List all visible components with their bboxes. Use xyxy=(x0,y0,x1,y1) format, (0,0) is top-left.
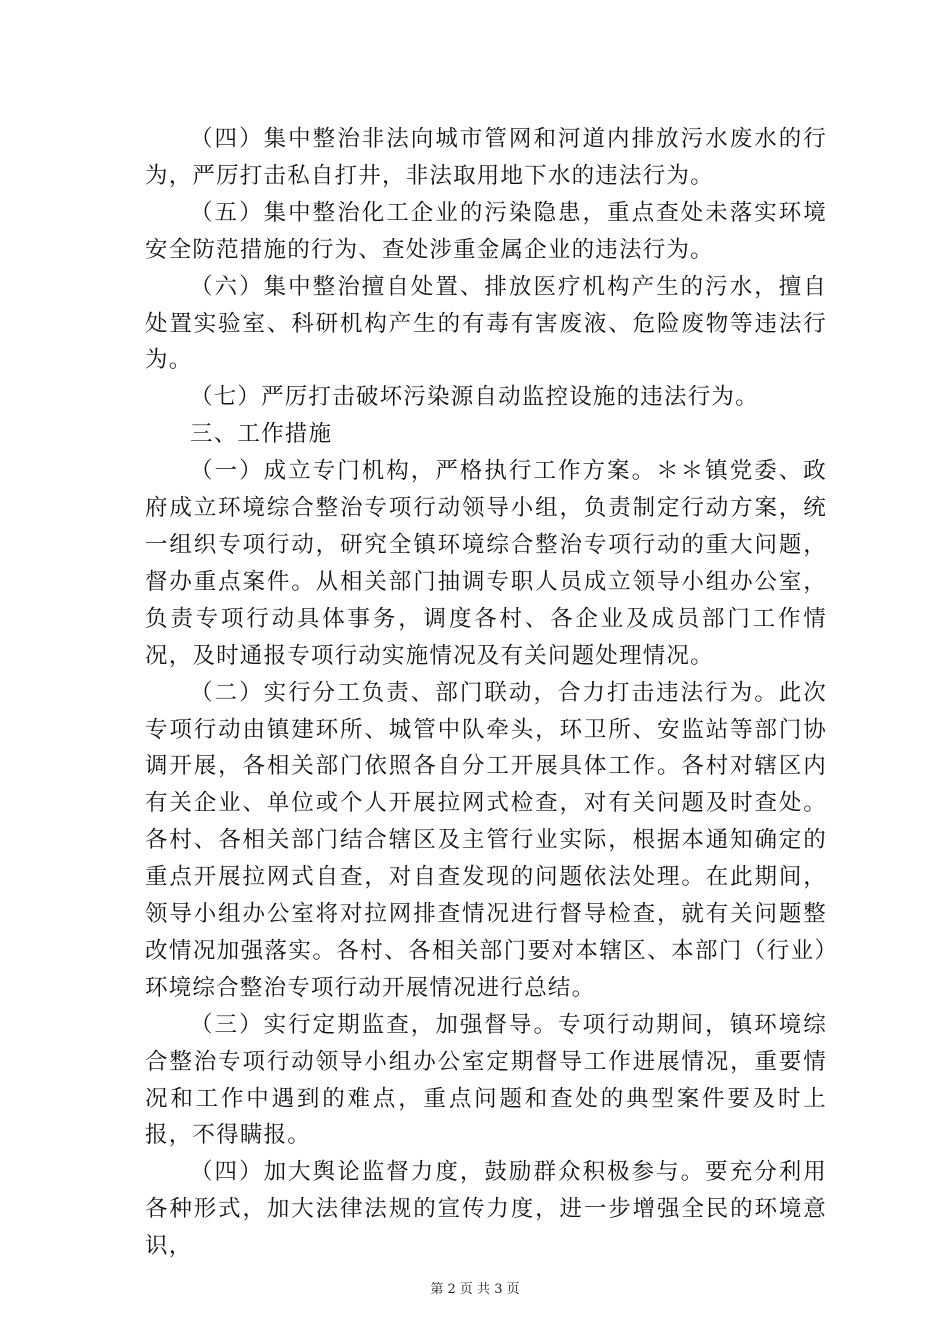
document-body xyxy=(145,121,827,1265)
paragraph: （六）集中整治擅自处置、排放医疗机构产生的污水，擅自处置实验室、科研机构产生的有毒有害废液、危险废物等违法行为。 xyxy=(145,273,827,374)
paragraph: （七）严厉打击破坏污染源自动监控设施的违法行为。 xyxy=(190,384,759,411)
paragraph: （四）集中整治非法向城市管网和河道内排放污水废水的行为，严厉打击私自打井，非法取用地下水的违法行为。 xyxy=(145,126,827,189)
paragraph: （四）加大舆论监督力度，鼓励群众积极参与。要充分利用各种形式，加大法律法规的宣传力度，进一步增强全民的环境意识， xyxy=(145,1159,827,1260)
section-heading: 三、工作措施 xyxy=(190,421,333,448)
paragraph: （五）集中整治化工企业的污染隐患，重点查处未落实环境安全防范措施的行为、查处涉重金属企业的违法行为。 xyxy=(145,199,827,263)
paragraph: （三）实行定期监查，加强督导。专项行动期间，镇环境综合整治专项行动领导小组办公室定期督导工作进展情况，重要情况和工作中遇到的难点，重点问题和查处的典型案件要及时上报，不得瞒报。 xyxy=(145,1011,827,1149)
paragraph: （一）成立专门机构，严格执行工作方案。＊＊镇党委、政府成立环境综合整治专项行动领导小组，负责制定行动方案，统一组织专项行动，研究全镇环境综合整治专项行动的重大问题，督办重点案件。从相关部门抽调专职人员成立领导小组办公室，负责专项行动具体事务，调度各村、各企业及成员部门工作情况，及时通报专项行动实施情况及有关问题处理情况。 xyxy=(145,458,827,669)
paragraph: （二）实行分工负责、部门联动，合力打击违法行为。此次专项行动由镇建环所、城管中队牵头，环卫所、安监站等部门协调开展，各相关部门依照各自分工开展具体工作。各村对辖区内有关企业、单位或个人开展拉网式检查，对有关问题及时查处。各村、各相关部门结合辖区及主管行业实际，根据本通知确定的重点开展拉网式自查，对自查发现的问题依法处理。在此期间，领导小组办公室将对拉网排查情况进行督导检查，就有关问题整改情况加强落实。各村、各相关部门要对本辖区、本部门（行业）环境综合整治专项行动开展情况进行总结。 xyxy=(145,679,827,1001)
page-number: 第 2 页 共 3 页 xyxy=(430,1282,520,1297)
